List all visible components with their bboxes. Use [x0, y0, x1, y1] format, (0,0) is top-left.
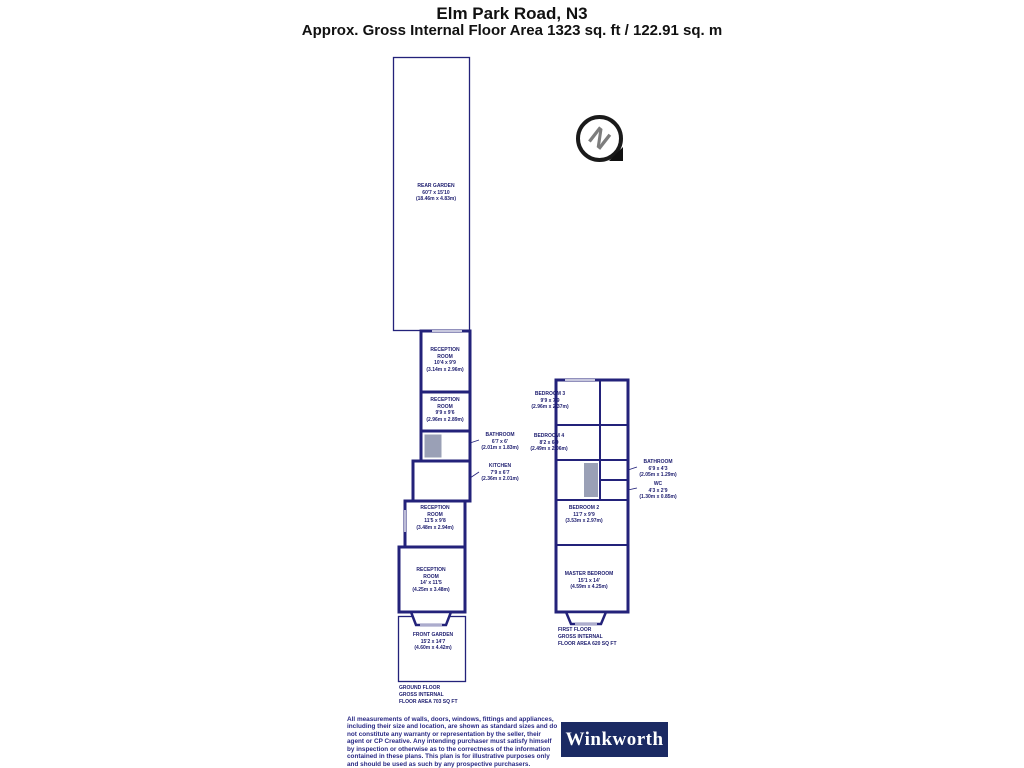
page-subtitle: Approx. Gross Internal Floor Area 1323 sq. ft / 122.91 sq. m — [301, 22, 723, 39]
winkworth-logo — [561, 722, 668, 757]
room-dims-ft: 9'9 x 7'9 — [540, 397, 560, 404]
room-dims-m: (2.36m x 2.01m) — [481, 476, 519, 482]
room-label-reception-1 — [426, 347, 463, 373]
room-dims-ft: 14' x 11'5 — [420, 580, 442, 586]
room-dims-m: (4.25m x 3.48m) — [412, 586, 450, 593]
room-dims-ft: 10'4 x 9'9 — [434, 360, 456, 366]
master-bay-window — [566, 612, 606, 624]
winkworth-logo-text: Winkworth — [565, 728, 664, 750]
room-name: BATHROOM — [643, 459, 673, 465]
room-dims-ft: 7'9 x 6'7 — [490, 469, 510, 476]
room-name: BATHROOM — [485, 432, 515, 438]
room-label-kitchen — [481, 463, 518, 483]
room-label-master-bedroom — [565, 571, 614, 591]
room-label-rear-garden — [416, 183, 456, 203]
compass-north-letter: N — [583, 120, 617, 156]
room-label-reception-4 — [412, 567, 449, 593]
room-dims-m: (18.46m x 4.83m) — [415, 196, 457, 202]
room-name: ROOM — [437, 353, 453, 360]
room-name: ROOM — [427, 511, 443, 518]
room-name: BEDROOM 4 — [533, 433, 565, 439]
room-label-reception-3 — [416, 505, 453, 531]
room-name: BEDROOM 2 — [568, 505, 600, 511]
room-name: ROOM — [423, 573, 439, 580]
room-name: BEDROOM 3 — [534, 391, 566, 397]
floor-area-value: FLOOR AREA 703 SQ FT — [399, 698, 458, 705]
room-label-bedroom-2 — [565, 505, 602, 525]
kitchen-walls — [413, 461, 470, 501]
floor-area-value: FLOOR AREA 620 SQ FT — [558, 640, 617, 647]
room-dims-m: (1.30m x 0.85m) — [639, 494, 677, 500]
room-dims-ft: 8'2 x 6'9 — [539, 439, 559, 446]
disclaimer-text: All measurements of walls, doors, windows, fittings and appliances, including their size and location, are shown as standard sizes and do not constitute any warranty or representation by the seller, their agent or CP Creative. Any intending purchaser must satisfy himself by inspection or otherwise as to the correctness of the information contained in these plans. This plan is for illustrative purposes only and should be used as such by any prospective purchasers. — [347, 716, 558, 768]
floor-name: FIRST FLOOR — [558, 627, 592, 633]
room-name: ROOM — [437, 403, 453, 410]
room-dims-m: (2.96m x 2.37m) — [531, 404, 569, 410]
room-name: WC — [653, 481, 663, 487]
room-dims-ft: 9'9 x 9'6 — [435, 410, 455, 416]
room-dims-m: (3.14m x 2.96m) — [426, 366, 464, 373]
floor-gross-label: GROSS INTERNAL — [558, 633, 603, 640]
first-floor-stairs — [584, 463, 598, 497]
room-dims-ft: 60'7 x 15'10 — [422, 189, 450, 196]
ground-stairs — [425, 435, 442, 458]
room-dims-m: (3.53m x 2.97m) — [565, 518, 603, 524]
room-name: MASTER BEDROOM — [564, 571, 614, 577]
room-dims-m: (2.49m x 2.06m) — [530, 446, 568, 452]
room-name: RECEPTION — [420, 505, 450, 511]
room-label-ff-bathroom — [639, 459, 676, 479]
room-dims-ft: 11'7 x 9'9 — [573, 511, 595, 518]
room-name: FRONT GARDEN — [412, 632, 454, 638]
room-label-ground-bathroom — [481, 432, 518, 452]
room-name: RECEPTION — [430, 397, 460, 403]
room-dims-m: (2.96m x 2.89m) — [426, 416, 464, 423]
room-label-reception-2 — [426, 397, 463, 423]
room-dims-m: (4.60m x 4.42m) — [414, 645, 452, 651]
room-dims-ft: 6'9 x 4'3 — [648, 465, 668, 472]
room-label-bedroom-3 — [531, 391, 568, 411]
room-dims-ft: 6'7 x 6' — [491, 438, 509, 445]
room-dims-m: (4.59m x 4.25m) — [570, 584, 608, 590]
room-name: REAR GARDEN — [417, 183, 455, 189]
room-label-front-garden — [413, 632, 453, 652]
room-dims-ft: 15'2 x 14'7 — [420, 638, 446, 645]
reception-4-bay-window — [411, 612, 451, 625]
room-dims-ft: 4'3 x 2'9 — [648, 487, 668, 494]
room-dims-ft: 11'5 x 9'8 — [424, 518, 446, 524]
room-dims-m: (2.01m x 1.83m) — [481, 445, 519, 451]
room-name: RECEPTION — [430, 347, 460, 353]
page-title: Elm Park Road, N3 — [436, 4, 588, 23]
room-dims-m: (3.48m x 2.94m) — [416, 524, 454, 531]
room-dims-ft: 15'1 x 14' — [578, 577, 600, 584]
room-label-wc — [639, 481, 676, 501]
floor-gross-label: GROSS INTERNAL — [399, 691, 444, 698]
room-dims-m: (2.05m x 1.29m) — [639, 472, 677, 478]
room-label-bedroom-4 — [530, 433, 567, 453]
first-floor-summary — [558, 627, 617, 647]
room-name: KITCHEN — [488, 463, 512, 469]
room-name: RECEPTION — [416, 567, 446, 573]
floor-name: GROUND FLOOR — [399, 685, 441, 691]
ground-floor-summary — [399, 685, 458, 705]
